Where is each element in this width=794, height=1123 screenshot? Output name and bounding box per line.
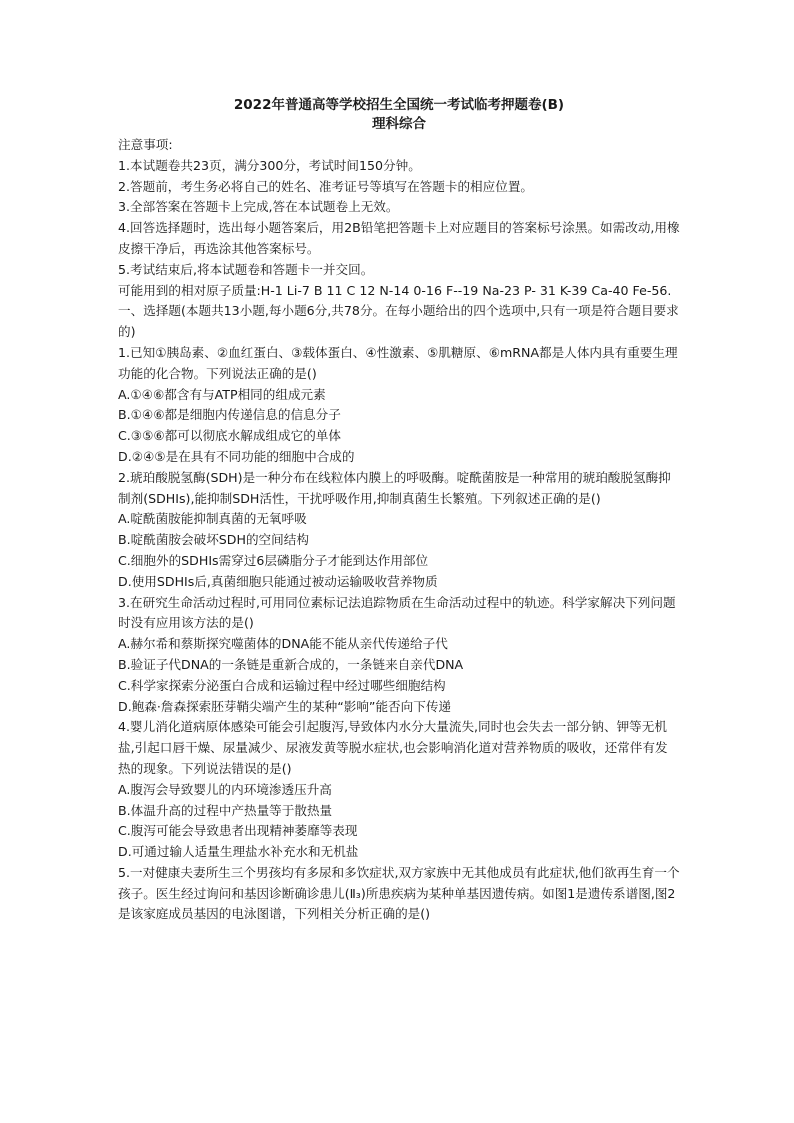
question-stem: 3.在研究生命活动过程时,可用同位素标记法追踪物质在生命活动过程中的轨迹。科学家解决下列问题时没有应用该方法的是()	[118, 594, 676, 631]
question-option: D.使用SDHIs后,真菌细胞只能通过被动运输吸收营养物质	[118, 573, 438, 589]
note-item: 1.本试题卷共23页，满分300分，考试时间150分钟。	[118, 157, 421, 173]
question-option: A.赫尔希和蔡斯探究噬菌体的DNA能不能从亲代传递给子代	[118, 636, 448, 652]
exam-content	[118, 96, 680, 925]
note-item: 3.全部答案在答题卡上完成,答在本试题卷上无效。	[118, 199, 399, 215]
question-option: D.②④⑤是在具有不同功能的细胞中合成的	[118, 448, 355, 464]
exam-title: 2022年普通高等学校招生全国统一考试临考押题卷(B)	[233, 97, 565, 113]
question-option: C.细胞外的SDHIs需穿过6层磷脂分子才能到达作用部位	[118, 552, 429, 568]
question-option: C.③⑤⑥都可以彻底水解成组成它的单体	[118, 428, 341, 444]
question-option: D.鲍森·詹森探索胚芽鞘尖端产生的某种“影响”能否向下传递	[118, 698, 452, 714]
question-option: A.啶酰菌胺能抑制真菌的无氧呼吸	[118, 511, 307, 527]
question-stem: 2.琥珀酸脱氢酶(SDH)是一种分布在线粒体内膜上的呼吸酶。啶酰菌胺是一种常用的琥珀酸脱氢酶抑制剂(SDHIs),能抑制SDH活性，干扰呼吸作用,抑制真菌生长繁殖。下列叙述正确的是()	[118, 469, 671, 506]
question-option: A.①④⑥都含有与ATP相同的组成元素	[118, 386, 326, 402]
question-option: C.腹泻可能会导致患者出现精神萎靡等表现	[118, 823, 358, 839]
note-item: 2.答题前，考生务必将自己的姓名、准考证号等填写在答题卡的相应位置。	[118, 178, 534, 194]
question-stem: 4.婴儿消化道病原体感染可能会引起腹泻,导致体内水分大量流失,同时也会失去一部分钠、钾等无机盐,引起口唇干燥、尿量减少、尿液发黄等脱水症状,也会影响消化道对营养物质的吸收，还常伴有发热的现象。下列说法错误的是()	[118, 719, 668, 776]
notes-heading: 注意事项:	[118, 137, 173, 152]
question-option: C.科学家探索分泌蛋白合成和运输过程中经过哪些细胞结构	[118, 677, 446, 693]
question-option: B.①④⑥都是细胞内传递信息的信息分子	[118, 407, 341, 423]
section-heading: 一、选择题(本题共13小题,每小题6分,共78分。在每小题给出的四个选项中,只有一项是符合题目要求的)	[118, 303, 679, 340]
atomic-masses: 可能用到的相对原子质量:H-1 Li-7 B 11 C 12 N-14 0-16 F--19 Na-23 P- 31 K-39 Ca-40 Fe-56.	[118, 282, 672, 298]
question-option: B.验证子代DNA的一条链是重新合成的，一条链来自亲代DNA	[118, 656, 464, 672]
note-item: 4.回答选择题时，选出每小题答案后，用2B铅笔把答题卡上对应题目的答案标号涂黑。如需改动,用橡皮擦干净后，再选涂其他答案标号。	[118, 220, 680, 256]
question-option: B.体温升高的过程中产热量等于散热量	[118, 802, 333, 818]
question-option: A.腹泻会导致婴儿的内环境渗透压升高	[118, 781, 332, 797]
question-option: D.可通过输人适量生理盐水补充水和无机盐	[118, 844, 359, 860]
question-option: B.啶酰菌胺会破坏SDH的空间结构	[118, 532, 309, 548]
question-stem: 1.已知①胰岛素、②血红蛋白、③载体蛋白、④性激素、⑤肌糖原、⑥mRNA都是人体内具有重要生理功能的化合物。下列说法正确的是()	[118, 344, 678, 381]
question-stem: 5.一对健康夫妻所生三个男孩均有多尿和多饮症状,双方家族中无其他成员有此症状,他们欲再生育一个孩子。医生经过询问和基因诊断确诊患儿(Ⅱ₃)所患疾病为某种单基因遗传病。如图1是遗传系谱图,图2是该家庭成员基因的电泳图谱，下列相关分析正确的是()	[118, 864, 680, 922]
note-item: 5.考试结束后,将本试题卷和答题卡一并交回。	[118, 261, 374, 277]
exam-subject: 理科综合	[372, 116, 426, 132]
